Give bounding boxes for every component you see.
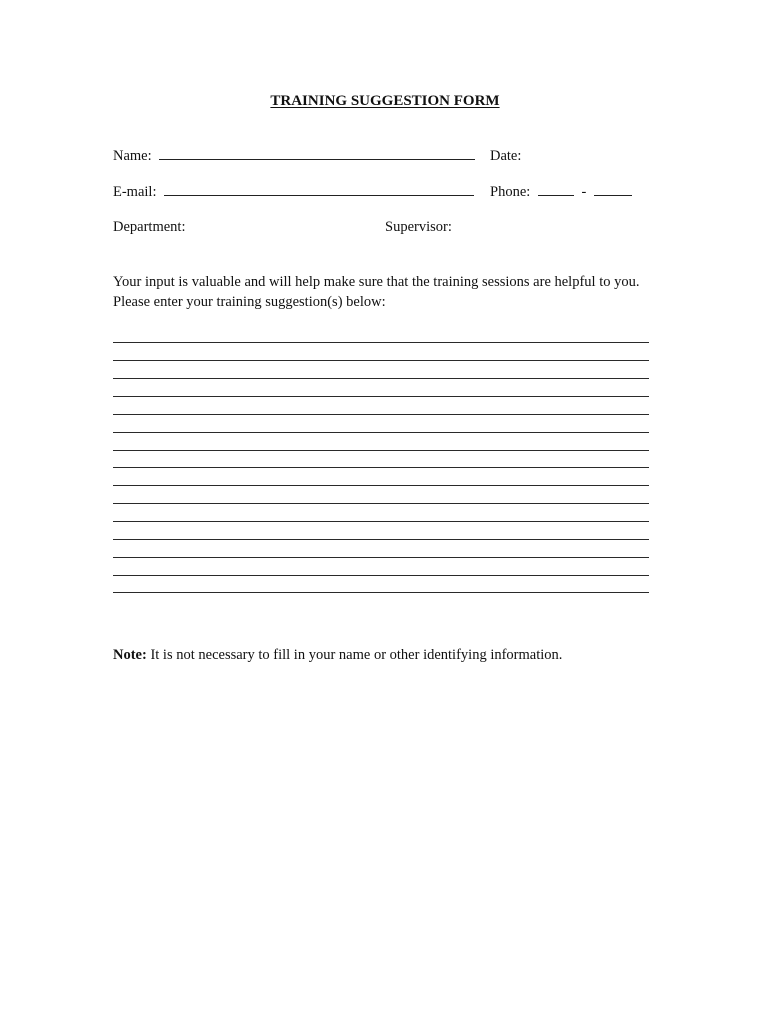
phone-area-code-line[interactable] (538, 183, 574, 196)
suggestion-line[interactable] (113, 396, 649, 397)
phone-field-row (490, 183, 632, 201)
email-input-line[interactable] (164, 183, 474, 196)
suggestion-line[interactable] (113, 432, 649, 433)
note (113, 647, 562, 664)
phone-number-line[interactable] (594, 183, 632, 196)
intro-paragraph: Your input is valuable and will help make sure that the training sessions are helpful to you. Please enter your training suggestion(s) below: (113, 274, 640, 310)
suggestion-line[interactable] (113, 503, 649, 504)
suggestion-line[interactable] (113, 557, 649, 558)
department-label: Department: (113, 219, 186, 235)
supervisor-field-row (385, 219, 452, 236)
form-title-text: TRAINING SUGGESTION FORM (270, 93, 500, 109)
date-input-area[interactable] (529, 147, 649, 160)
suggestion-line[interactable] (113, 485, 649, 486)
suggestion-line[interactable] (113, 467, 649, 468)
supervisor-label: Supervisor: (385, 219, 452, 235)
form-title (0, 93, 770, 110)
date-field-row (490, 147, 649, 165)
email-field-row (113, 183, 474, 201)
name-label: Name: (113, 148, 152, 164)
note-text: It is not necessary to fill in your name or other identifying information. (150, 647, 563, 663)
suggestion-line[interactable] (113, 575, 649, 576)
note-label: Note: (113, 647, 147, 663)
phone-label: Phone: (490, 184, 531, 200)
suggestion-line[interactable] (113, 592, 649, 593)
name-field-row (113, 147, 475, 165)
date-label: Date: (490, 148, 522, 164)
suggestion-line[interactable] (113, 539, 649, 540)
suggestion-line[interactable] (113, 450, 649, 451)
name-input-line[interactable] (159, 147, 475, 160)
suggestion-line[interactable] (113, 342, 649, 343)
suggestion-line[interactable] (113, 378, 649, 379)
email-label: E-mail: (113, 184, 157, 200)
department-field-row (113, 219, 185, 236)
suggestion-line[interactable] (113, 414, 649, 415)
suggestion-line[interactable] (113, 521, 649, 522)
phone-separator: - (581, 184, 587, 200)
suggestion-line[interactable] (113, 360, 649, 361)
